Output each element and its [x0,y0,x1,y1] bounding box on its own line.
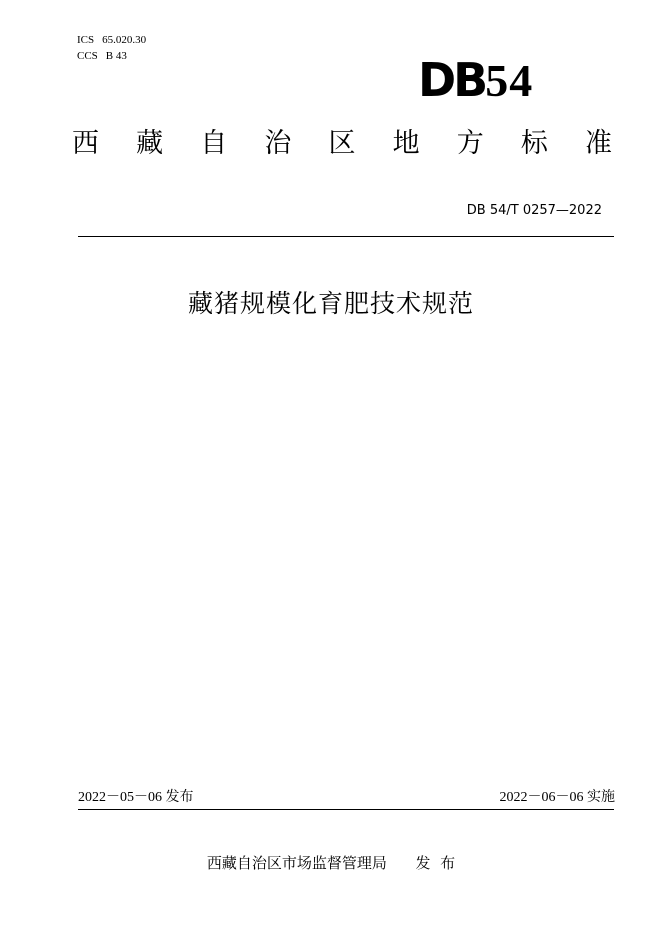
standard-type-char: 自 [200,128,228,159]
ccs-classification [77,49,127,63]
ccs-label: CCS [77,50,98,62]
publisher-line [0,852,662,874]
document-title: 藏猪规模化育肥技术规范 [187,289,474,318]
ics-label: ICS [77,34,95,46]
db54-logo [418,53,564,107]
standard-type-char: 准 [585,128,612,159]
standard-type-char: 方 [456,128,484,159]
standard-type-char: 藏 [136,128,164,159]
effective-date: 2022－06－06 实施 [499,790,615,805]
ics-code: 65.020.30 [102,34,147,46]
ics-classification [77,33,146,47]
standard-type-char: 西 [72,128,99,159]
publisher-name: 西藏自治区市场监督管理局 [206,854,387,872]
standard-type-char: 地 [392,128,420,159]
header-divider [78,236,614,237]
logo-number: 54 [485,55,534,106]
publish-date: 2022－05－06 发布 [78,790,194,805]
logo-letters: DB [418,53,486,107]
standard-type-char: 标 [520,128,548,159]
standard-code: DB 54/T 0257—2022 [466,203,602,218]
standard-type-char: 治 [264,128,292,159]
standard-type-heading [72,124,612,164]
publisher-action: 发 布 [415,854,456,872]
ccs-code: B 43 [105,50,127,62]
standard-type-char: 区 [328,128,356,159]
footer-divider [78,809,614,810]
